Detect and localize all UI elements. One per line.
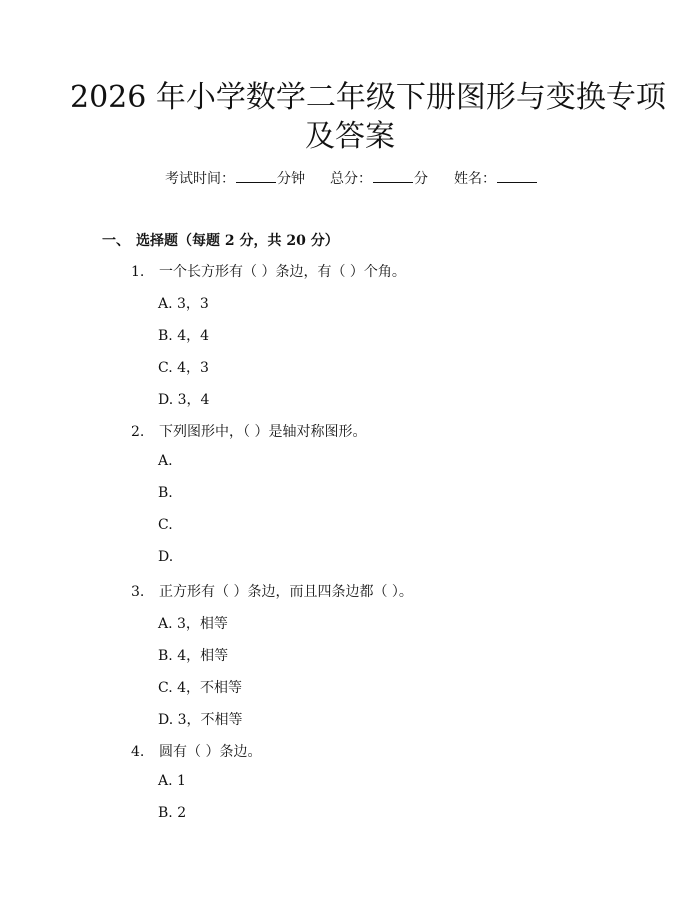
question-text: 圆有（ ）条边。	[159, 744, 262, 760]
section-heading	[102, 230, 339, 250]
exam-time-label: 考试时间：	[165, 171, 235, 187]
question-number: 1.	[131, 264, 145, 280]
exam-time-unit: 分钟	[277, 171, 305, 187]
question-text: 正方形有（ ）条边，而且四条边都（ ）。	[159, 584, 413, 600]
question-3-option-c[interactable]: C. 4，不相等	[158, 680, 243, 696]
total-score-unit: 分	[414, 171, 428, 187]
question-2-option-c[interactable]: C.	[158, 517, 173, 533]
question-3-option-a[interactable]: A. 3，相等	[158, 616, 228, 632]
question-number: 3.	[131, 584, 145, 600]
question-number: 2.	[131, 424, 145, 440]
question-2-option-d[interactable]: D.	[158, 549, 174, 565]
student-name-field	[454, 168, 538, 188]
section-title: 选择题（每题 2 分，共 20 分）	[136, 233, 339, 249]
question-4-option-a[interactable]: A. 1	[158, 773, 186, 789]
student-name-label: 姓名：	[454, 171, 496, 187]
question-2-option-b[interactable]: B.	[158, 485, 173, 501]
question-text: 下列图形中，（ ）是轴对称图形。	[159, 424, 367, 440]
question-3-option-b[interactable]: B. 4，相等	[158, 648, 229, 664]
question-4	[131, 741, 261, 761]
question-1-option-c[interactable]: C. 4，3	[158, 360, 209, 376]
question-2-option-a[interactable]: A.	[158, 453, 173, 469]
section-number: 一、	[102, 233, 130, 249]
student-name-blank[interactable]	[497, 168, 537, 183]
question-2	[131, 421, 366, 441]
page-title-line-1: 2026 年小学数学二年级下册图形与变换专项	[70, 80, 666, 115]
question-3	[131, 581, 413, 601]
total-score-blank[interactable]	[373, 168, 413, 183]
question-text: 一个长方形有（ ）条边，有（ ）个角。	[159, 264, 406, 280]
question-1-option-a[interactable]: A. 3，3	[158, 296, 209, 312]
exam-meta-row	[0, 168, 700, 190]
question-3-option-d[interactable]: D. 3，不相等	[158, 712, 243, 728]
page-title-line-2: 及答案	[305, 119, 395, 154]
question-4-option-b[interactable]: B. 2	[158, 805, 187, 821]
question-1-option-b[interactable]: B. 4，4	[158, 328, 210, 344]
question-number: 4.	[131, 744, 145, 760]
total-score-label: 总分：	[330, 171, 372, 187]
question-1	[131, 261, 406, 281]
exam-time-field	[165, 168, 305, 188]
question-1-option-d[interactable]: D. 3，4	[158, 392, 210, 408]
exam-time-blank[interactable]	[236, 168, 276, 183]
total-score-field	[330, 168, 428, 188]
